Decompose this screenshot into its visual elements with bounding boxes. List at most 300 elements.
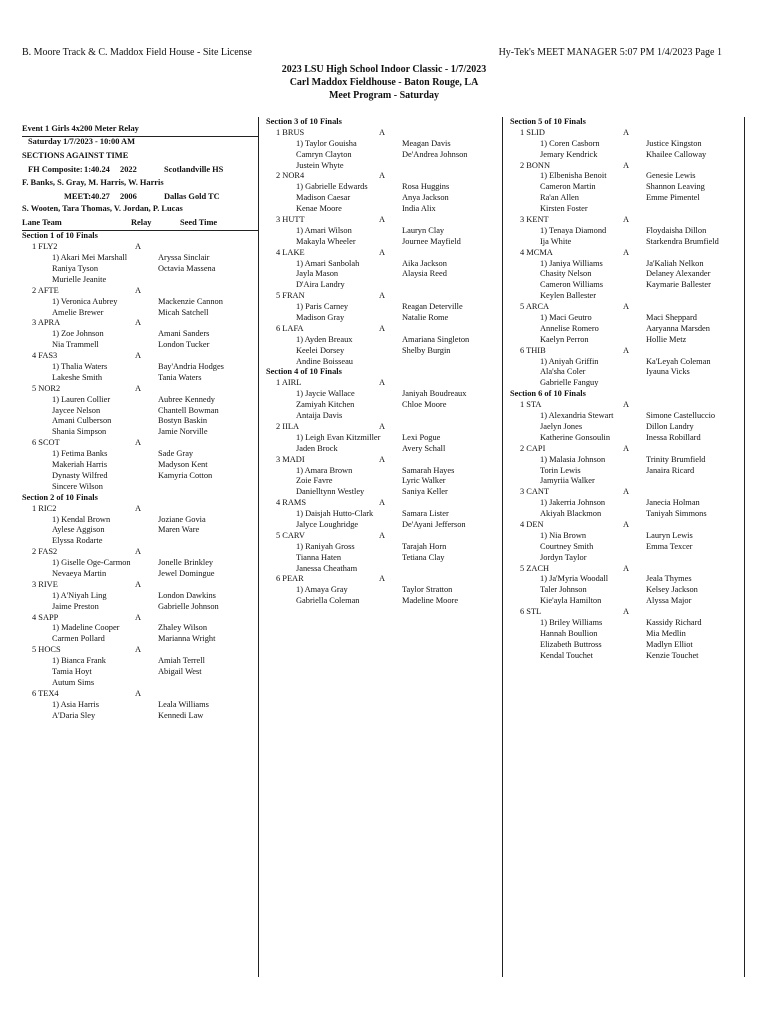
swimmer-name: Jaden Brock: [296, 443, 338, 453]
meet-titles: [0, 63, 768, 102]
meet-team: Dallas Gold TC: [164, 191, 220, 201]
swimmer-name: Delaney Alexander: [646, 269, 711, 279]
swimmer-name: 1) Zoe Johnson: [52, 329, 104, 339]
swimmer-name: Zamiyah Kitchen: [296, 400, 355, 410]
swimmer-name: Amiah Terrell: [158, 656, 205, 666]
team-code: BRUS: [282, 127, 305, 137]
team-code: PEAR: [282, 574, 304, 584]
swimmer-name: Jewel Domingue: [158, 568, 215, 578]
swimmer-name: Jordyn Taylor: [540, 552, 587, 562]
swimmer-name: Raniya Tyson: [52, 264, 99, 274]
swimmer-name: 1) Veronica Aubrey: [52, 296, 118, 306]
swimmer-row: [266, 411, 502, 422]
lane-number: 4: [276, 498, 281, 508]
swimmer-name: Makayla Wheeler: [296, 236, 356, 246]
swimmer-name: Tianna Haten: [296, 552, 342, 562]
swimmer-row: [510, 335, 742, 346]
swimmer-row: [266, 161, 502, 172]
relay-letter: A: [379, 323, 386, 333]
swimmer-row: [22, 460, 258, 471]
lane-row: [22, 547, 258, 558]
swimmer-row: [510, 476, 742, 487]
swimmer-name: 1) Tenaya Diamond: [540, 225, 607, 235]
relay-letter: A: [623, 127, 630, 137]
lane-row: [266, 128, 502, 139]
swimmer-name: 1) Thalia Waters: [52, 362, 108, 372]
team-code: TEX4: [38, 688, 59, 698]
swimmer-name: 1) Bianca Frank: [52, 656, 106, 666]
lane-number: 4: [520, 519, 525, 529]
lane-number: 6: [276, 323, 281, 333]
swimmer-name: Lauryn Clay: [402, 225, 445, 235]
fh-record: [22, 165, 258, 176]
swimmer-name: Autum Sims: [52, 677, 95, 687]
swimmer-row: [510, 422, 742, 433]
lane-number: 5: [276, 530, 281, 540]
meet-names: S. Wooten, Tara Thomas, V. Jordan, P. Lucas: [22, 204, 183, 214]
swimmer-name: India Alix: [402, 204, 436, 214]
swimmer-row: [22, 482, 258, 493]
swimmer-row: [266, 182, 502, 193]
swimmer-name: Jayla Mason: [296, 269, 339, 279]
team-code: KENT: [526, 215, 549, 225]
swimmer-row: [22, 623, 258, 634]
swimmer-name: 1) Alexandria Stewart: [540, 411, 614, 421]
swimmer-row: [22, 700, 258, 711]
swimmer-name: Alaysia Reed: [402, 269, 447, 279]
team-code: DEN: [526, 519, 544, 529]
swimmer-name: Anya Jackson: [402, 193, 449, 203]
swimmer-row: [510, 553, 742, 564]
swimmer-name: Elyssa Rodarte: [52, 536, 103, 546]
lane-row: [22, 613, 258, 624]
swimmer-row: [22, 340, 258, 351]
swimmer-name: Maren Ware: [158, 525, 200, 535]
swimmer-name: 1) Malasia Johnson: [540, 454, 606, 464]
swimmer-name: Gabrielle Fanguy: [540, 378, 599, 388]
swimmer-name: Annelise Romero: [540, 323, 599, 333]
relay-letter: A: [623, 519, 630, 529]
lane-row: [510, 215, 742, 226]
swimmer-row: [266, 226, 502, 237]
swimmer-name: Marianna Wright: [158, 634, 216, 644]
col-seed: Seed Time: [180, 218, 218, 228]
swimmer-name: Antaija Davis: [296, 411, 343, 421]
lane-row: [266, 574, 502, 585]
swimmer-name: Torin Lewis: [540, 465, 581, 475]
lane-row: [510, 161, 742, 172]
swimmer-name: Zoie Favre: [296, 476, 333, 486]
swimmer-row: [510, 531, 742, 542]
swimmer-name: Jemary Kendrick: [540, 149, 598, 159]
swimmer-name: Katherine Gonsoulin: [540, 432, 611, 442]
swimmer-name: Genesie Lewis: [646, 171, 696, 181]
lane-row: [266, 291, 502, 302]
lane-number: 5: [520, 563, 525, 573]
swimmer-row: [510, 585, 742, 596]
swimmer-name: Lauryn Lewis: [646, 530, 693, 540]
relay-letter: A: [379, 171, 386, 181]
swimmer-row: [510, 150, 742, 161]
swimmer-name: Hollie Metz: [646, 334, 687, 344]
swimmer-row: [266, 193, 502, 204]
swimmer-row: [22, 427, 258, 438]
swimmer-row: [510, 324, 742, 335]
lane-row: [266, 422, 502, 433]
swimmer-name: Amelie Brewer: [52, 307, 104, 317]
swimmer-name: Shannon Leaving: [646, 182, 705, 192]
team-code: SAPP: [38, 612, 59, 622]
relay-letter: A: [135, 612, 142, 622]
swimmer-row: [22, 416, 258, 427]
meet-program: Meet Program - Saturday: [328, 90, 440, 101]
swimmer-name: Andine Boisseau: [296, 356, 353, 366]
swimmer-name: Chantell Bowman: [158, 405, 219, 415]
swimmer-row: [22, 395, 258, 406]
relay-letter: A: [379, 530, 386, 540]
swimmer-name: Tetiana Clay: [402, 552, 445, 562]
swimmer-row: [22, 362, 258, 373]
swimmer-row: [510, 357, 742, 368]
swimmer-name: Aylese Aggison: [52, 525, 105, 535]
lane-row: [510, 444, 742, 455]
lane-number: 2: [276, 421, 281, 431]
swimmer-row: [22, 667, 258, 678]
swimmer-row: [266, 389, 502, 400]
swimmer-row: [266, 139, 502, 150]
swimmer-row: [266, 313, 502, 324]
swimmer-name: Aaryanna Marsden: [646, 323, 710, 333]
swimmer-name: Saniya Keller: [402, 487, 448, 497]
swimmer-row: [510, 139, 742, 150]
swimmer-name: London Tucker: [158, 340, 210, 350]
swimmer-name: Jaime Preston: [52, 601, 99, 611]
swimmer-name: Amariana Singleton: [402, 334, 470, 344]
team-code: LAFA: [282, 323, 304, 333]
swimmer-name: 1) Jakerria Johnson: [540, 498, 606, 508]
lane-number: 3: [520, 215, 525, 225]
swimmer-row: [510, 378, 742, 389]
relay-letter: A: [379, 127, 386, 137]
swimmer-row: [510, 466, 742, 477]
meet-record: [22, 192, 258, 203]
relay-letter: A: [379, 421, 386, 431]
swimmer-name: De'Andrea Johnson: [402, 149, 468, 159]
column-2: [266, 117, 502, 607]
relay-letter: A: [135, 285, 142, 295]
swimmer-name: 1) Raniyah Gross: [296, 541, 355, 551]
swimmer-name: Micah Satchell: [158, 307, 209, 317]
swimmer-name: Reagan Deterville: [402, 302, 463, 312]
swimmer-name: 1) Fetima Banks: [52, 449, 108, 459]
swimmer-name: Jalyce Loughridge: [296, 519, 359, 529]
swimmer-name: Justice Kingston: [646, 138, 702, 148]
lane-row: [510, 302, 742, 313]
lane-number: 6: [276, 574, 281, 584]
swimmer-name: 1) Nia Brown: [540, 530, 587, 540]
swimmer-row: [510, 498, 742, 509]
page-header: [22, 47, 722, 61]
lane-row: [510, 520, 742, 531]
swimmer-name: Elizabeth Buttross: [540, 639, 602, 649]
swimmer-name: Justein Whyte: [296, 160, 344, 170]
relay-letter: A: [379, 247, 386, 257]
swimmer-name: 1) Amari Sanbolah: [296, 258, 360, 268]
team-code: CAPI: [526, 443, 546, 453]
swimmer-name: Floydaisha Dillon: [646, 225, 707, 235]
swimmer-name: Emma Texcer: [646, 541, 693, 551]
swimmer-name: Octavia Massena: [158, 264, 216, 274]
swimmer-name: Shania Simpson: [52, 427, 107, 437]
swimmer-row: [266, 596, 502, 607]
swimmer-row: [510, 542, 742, 553]
section-title: Section 4 of 10 Finals: [266, 367, 342, 377]
swimmer-row: [22, 536, 258, 547]
swimmer-name: Natalie Rome: [402, 313, 449, 323]
swimmer-row: [266, 466, 502, 477]
swimmer-row: [266, 444, 502, 455]
lane-number: 2: [276, 171, 281, 181]
team-code: ZACH: [526, 563, 550, 573]
team-code: RAMS: [282, 498, 307, 508]
lane-number: 1: [520, 400, 525, 410]
swimmer-name: Abigail West: [158, 666, 202, 676]
swimmer-row: [266, 476, 502, 487]
swimmer-row: [266, 564, 502, 575]
lane-row: [22, 645, 258, 656]
lane-row: [510, 346, 742, 357]
lane-number: 3: [276, 454, 281, 464]
swimmer-name: Sade Gray: [158, 449, 194, 459]
swimmer-name: Aubree Kennedy: [158, 394, 215, 404]
swimmer-name: Iyauna Vicks: [646, 367, 690, 377]
relay-letter: A: [379, 291, 386, 301]
swimmer-row: [266, 487, 502, 498]
col-lane-team: Lane Team: [22, 218, 62, 228]
lane-row: [266, 378, 502, 389]
swimmer-name: Zhaley Wilson: [158, 623, 208, 633]
swimmer-name: Janessa Cheatham: [296, 563, 358, 573]
swimmer-name: Rosa Huggins: [402, 182, 450, 192]
swimmer-name: Alyssa Major: [646, 596, 692, 606]
relay-letter: A: [623, 345, 630, 355]
sections-label: SECTIONS AGAINST TIME: [22, 150, 129, 160]
swimmer-row: [510, 433, 742, 444]
swimmer-name: Mackenzie Cannon: [158, 296, 223, 306]
swimmer-name: Emme Pimentel: [646, 193, 700, 203]
swimmer-name: Kassidy Richard: [646, 617, 702, 627]
swimmer-name: Jeala Thymes: [646, 574, 692, 584]
swimmer-name: Khailee Calloway: [646, 149, 707, 159]
swimmer-name: Kaelyn Perron: [540, 334, 589, 344]
swimmer-name: Inessa Robillard: [646, 432, 701, 442]
team-code: STL: [526, 607, 542, 617]
relay-letter: A: [623, 247, 630, 257]
lane-number: 2: [520, 443, 525, 453]
swimmer-name: Tamia Hoyt: [52, 666, 92, 676]
swimmer-name: 1) Amaya Gray: [296, 585, 348, 595]
swimmer-row: [22, 634, 258, 645]
swimmer-name: Ja'Kaliah Nelkon: [646, 258, 704, 268]
lane-number: 4: [276, 247, 281, 257]
swimmer-row: [510, 367, 742, 378]
swimmer-row: [266, 346, 502, 357]
section-title: Section 6 of 10 Finals: [510, 389, 586, 399]
swimmer-name: 1) A'Niyah Ling: [52, 590, 107, 600]
swimmer-name: Madison Caesar: [296, 193, 351, 203]
swimmer-row: [266, 280, 502, 291]
swimmer-name: London Dawkins: [158, 590, 216, 600]
lane-row: [266, 455, 502, 466]
team-code: ARCA: [525, 302, 550, 312]
swimmer-row: [22, 264, 258, 275]
swimmer-name: Ra'an Allen: [540, 193, 579, 203]
swimmer-name: Nia Trammell: [52, 340, 99, 350]
swimmer-name: Jamie Norville: [158, 427, 208, 437]
team-code: AFTE: [37, 285, 59, 295]
relay-letter: A: [135, 438, 142, 448]
swimmer-name: Keelei Dorsey: [296, 345, 345, 355]
team-code: SCOT: [38, 438, 60, 448]
swimmer-row: [510, 280, 742, 291]
swimmer-name: Carmen Pollard: [52, 634, 105, 644]
swimmer-name: Cameron Martin: [540, 182, 596, 192]
site-license: B. Moore Track & C. Maddox Field House - Site License: [22, 47, 252, 58]
lane-row: [266, 171, 502, 182]
swimmer-row: [266, 357, 502, 368]
lane-number: 1: [520, 127, 525, 137]
swimmer-name: Bostyn Baskin: [158, 416, 208, 426]
swimmer-row: [510, 596, 742, 607]
swimmer-name: Joziane Govia: [158, 514, 206, 524]
swimmer-name: Akiyah Blackmon: [540, 509, 602, 519]
relay-letter: A: [623, 215, 630, 225]
swimmer-name: Samarah Hayes: [402, 465, 455, 475]
swimmer-name: Jamyriia Walker: [540, 476, 595, 486]
swimmer-name: 1) Lauren Collier: [52, 394, 111, 404]
section-title: Section 1 of 10 Finals: [22, 231, 98, 241]
lane-number: 5: [520, 302, 525, 312]
swimmer-name: Kendal Touchet: [540, 650, 593, 660]
swimmer-name: 1) Elbenisha Benoit: [540, 171, 607, 181]
swimmer-row: [510, 291, 742, 302]
event-title: Event 1 Girls 4x200 Meter Relay: [22, 124, 258, 137]
team-code: NOR2: [38, 383, 61, 393]
swimmer-row: [510, 259, 742, 270]
meet-label: MEET:: [64, 191, 91, 201]
swimmer-row: [510, 193, 742, 204]
swimmer-name: 1) Madeline Cooper: [52, 623, 120, 633]
column-1: [22, 117, 258, 721]
column-divider: [744, 117, 745, 977]
swimmer-name: Ala'sha Coler: [540, 367, 586, 377]
swimmer-name: Shelby Burgin: [402, 345, 451, 355]
swimmer-row: [510, 182, 742, 193]
lane-row: [266, 531, 502, 542]
lane-row: [22, 318, 258, 329]
swimmer-name: Makeriah Harris: [52, 460, 108, 470]
swimmer-row: [266, 520, 502, 531]
swimmer-name: Starkendra Brumfield: [646, 236, 719, 246]
swimmer-name: Bay'Andria Hodges: [158, 362, 224, 372]
lane-row: [510, 487, 742, 498]
relay-letter: A: [379, 378, 386, 388]
swimmer-name: Taylor Stratton: [402, 585, 453, 595]
lane-row: [22, 580, 258, 591]
swimmer-name: Chasity Nelson: [540, 269, 592, 279]
swimmer-name: Taler Johnson: [540, 585, 587, 595]
lane-number: 2: [32, 547, 37, 557]
swimmer-name: Kenzie Touchet: [646, 650, 699, 660]
swimmer-name: Lakeshe Smith: [52, 372, 103, 382]
col-relay: Relay: [131, 218, 152, 228]
swimmer-row: [266, 553, 502, 564]
event-date: Saturday 1/7/2023 - 10:00 AM: [28, 137, 136, 146]
relay-letter: A: [135, 547, 142, 557]
swimmer-name: Amani Culberson: [52, 416, 112, 426]
swimmer-name: 1) Amari Wilson: [296, 225, 352, 235]
swimmer-name: 1) Paris Carney: [296, 302, 349, 312]
swimmer-row: [510, 618, 742, 629]
swimmer-row: [22, 406, 258, 417]
swimmer-name: Kie'ayla Hamilton: [540, 596, 602, 606]
swimmer-row: [22, 297, 258, 308]
fh-names: F. Banks, S. Gray, M. Harris, W. Harris: [22, 177, 164, 187]
swimmer-name: Madeline Moore: [402, 596, 459, 606]
swimmer-name: Chloe Moore: [402, 400, 447, 410]
swimmer-name: 1) Amara Brown: [296, 465, 353, 475]
swimmer-row: [22, 711, 258, 722]
lane-row: [266, 498, 502, 509]
lane-row: [266, 248, 502, 259]
swimmer-name: 1) Ja'Myria Woodall: [540, 574, 609, 584]
lane-row: [510, 248, 742, 259]
swimmer-row: [510, 226, 742, 237]
column-3: [510, 117, 742, 662]
swimmer-name: Camryn Clayton: [296, 149, 352, 159]
swimmer-name: 1) Aniyah Griffin: [540, 356, 599, 366]
team-code: FLY2: [38, 242, 58, 252]
team-code: CARV: [282, 530, 305, 540]
swimmer-name: Kennedi Law: [158, 710, 204, 720]
swimmer-row: [22, 449, 258, 460]
section-title: Section 3 of 10 Finals: [266, 117, 342, 126]
team-code: APRA: [37, 318, 61, 328]
team-code: SLID: [526, 127, 545, 137]
lane-number: 4: [520, 247, 525, 257]
swimmer-row: [266, 433, 502, 444]
swimmer-row: [22, 558, 258, 569]
relay-letter: A: [623, 400, 630, 410]
meet-time: 1:40.27: [84, 191, 110, 201]
relay-letter: A: [135, 579, 142, 589]
team-code: IILA: [282, 421, 300, 431]
swimmer-name: Meagan Davis: [402, 138, 451, 148]
lane-row: [510, 400, 742, 411]
swimmer-name: Jonelle Brinkley: [158, 558, 214, 568]
lane-number: 6: [32, 688, 37, 698]
swimmer-name: 1) Briley Williams: [540, 617, 603, 627]
swimmer-row: [22, 678, 258, 689]
fh-year: 2022: [120, 164, 137, 174]
swimmer-name: Janecia Holman: [646, 498, 700, 508]
swimmer-row: [266, 150, 502, 161]
swimmer-row: [22, 471, 258, 482]
lane-number: 1: [32, 242, 37, 252]
lane-number: 4: [32, 612, 37, 622]
swimmer-name: 1) Gabrielle Edwards: [296, 182, 368, 192]
swimmer-name: Kaymarie Ballester: [646, 280, 711, 290]
